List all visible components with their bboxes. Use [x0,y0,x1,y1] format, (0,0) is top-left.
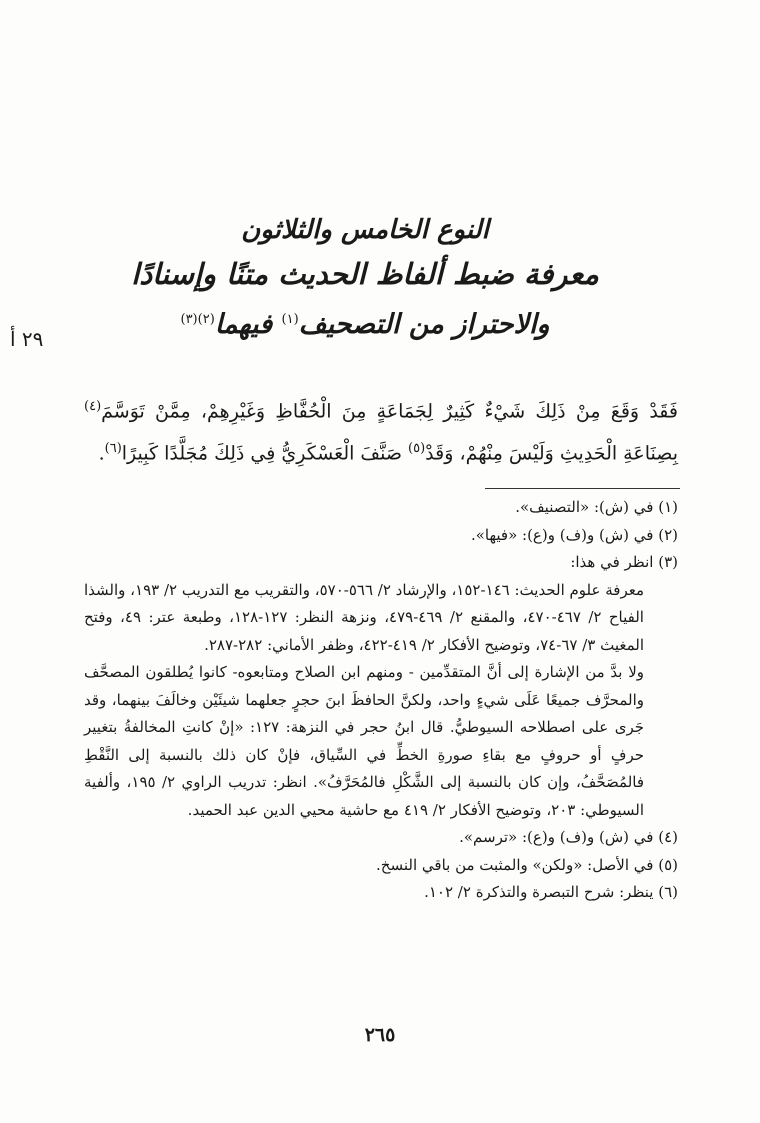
body-line-2b: صَنَّفَ الْعَسْكَرِيُّ فِي ذَلِكَ مُجَلَّدًا كَبِيرًا [121,442,402,465]
footnote-4: (٤) في (ش) و(ف) و(ع): «ترسم». [459,828,678,846]
footnote-2: (٢) في (ش) و(ف) و(ع): «فيها». [470,525,678,544]
heading-line-3-text: والاحتراز من التصحيف [298,309,550,340]
body-end: . [98,442,105,465]
footnote-ref-4: (٤) [84,399,102,414]
footnote-1: (١) في (ش): «التصنيف». [515,498,678,516]
heading-line-2: معرفة ضبط ألفاظ الحديث متنًا وإسنادًا [131,257,599,291]
footnote-3: (٣) انظر في هذا: [570,553,678,571]
heading-line-1: النوع الخامس والثلاثون [241,215,489,245]
footnote-ref-2-3: (٢)(٣) [180,312,215,327]
footnotes [84,494,678,907]
heading-line-3 [70,298,660,347]
main-paragraph [84,388,678,473]
footnote-ref-5: (٥) [408,441,426,457]
page-number: ٢٦٥ [364,1024,396,1046]
chapter-heading [70,210,660,347]
footnote-3-sources: معرفة علوم الحديث: ١٤٦-١٥٢، والإرشاد ٢/ ٥٦٦-٥٧٠، والتقريب مع التدريب ٢/ ١٩٣، والشذا الفياح ٢/ ٤٦٧-٤٧٠، والمقنع ٢/ ٤٦٩-٤٧٩، ونزهة النظر: ١٢٧-١٢٨، وطبعة عتر: ٤٩، وفتح المغيث ٣/ ٦٧-٧٤، وتوضيح الأفكار ٢/ ٤١٩-٤٢٢، وظفر الأماني: ٢٨٢-٢٨٧. [84,580,644,654]
margin-folio-note: ٢٩ أ [10,327,44,351]
footnote-separator [485,488,680,489]
body-line-2: بِصِنَاعَةِ الْحَدِيثِ وَلَيْسَ مِنْهُمْ، وَقَدْ [425,442,678,465]
body-line-1: فَقَدْ وَقَعَ مِنْ ذَلِكَ شَيْءٌ كَثِيرٌ لِجَمَاعَةٍ مِنَ الْحُفَّاظِ وَغَيْرِهِمْ، مِمَّنْ تَوَسَّمَ [101,400,678,423]
footnote-ref-6: (٦) [104,441,122,457]
footnote-6: (٦) ينظر: شرح التبصرة والتذكرة ٢/ ١٠٢. [424,883,678,901]
footnote-ref-1: (١) [281,312,299,327]
footnote-5: (٥) في الأصل: «ولكن» والمثبت من باقي النسخ. [376,855,678,874]
heading-line-3-tail: فيهما [214,309,273,340]
footnote-3-note: ولا بدَّ من الإشارة إلى أنَّ المتقدِّمين - ومنهم ابن الصلاح ومتابعوه- كانوا يُطلقون المصحَّف والمحرَّف جميعًا عَلَى شيءٍ واحد، ولكنَّ الحافظَ ابنَ حجرٍ جعلهما شيئَيْن وخالَفَ بينهما، وقد جَرى على اصطلاحه السيوطيُّ. قال ابنُ حجر في النزهة: ١٢٧: «إنْ كانتِ المخالفةُ بتغيير حرفٍ أو حروفٍ مع بقاءِ صورةِ الخطِّ في السِّياق، فإنْ كان ذلك بالنسبة إلى النَّقْطِ فالمُصَحَّفُ، وإن كان بالنسبة إلى الشَّكْلِ فالمُحَرَّفُ». انظر: تدريب الراوي ٢/ ١٩٥، وألفية السيوطي: ٢٠٣، وتوضيح الأفكار ٢/ ٤١٩ مع حاشية محيي الدين عبد الحميد. [84,663,645,819]
